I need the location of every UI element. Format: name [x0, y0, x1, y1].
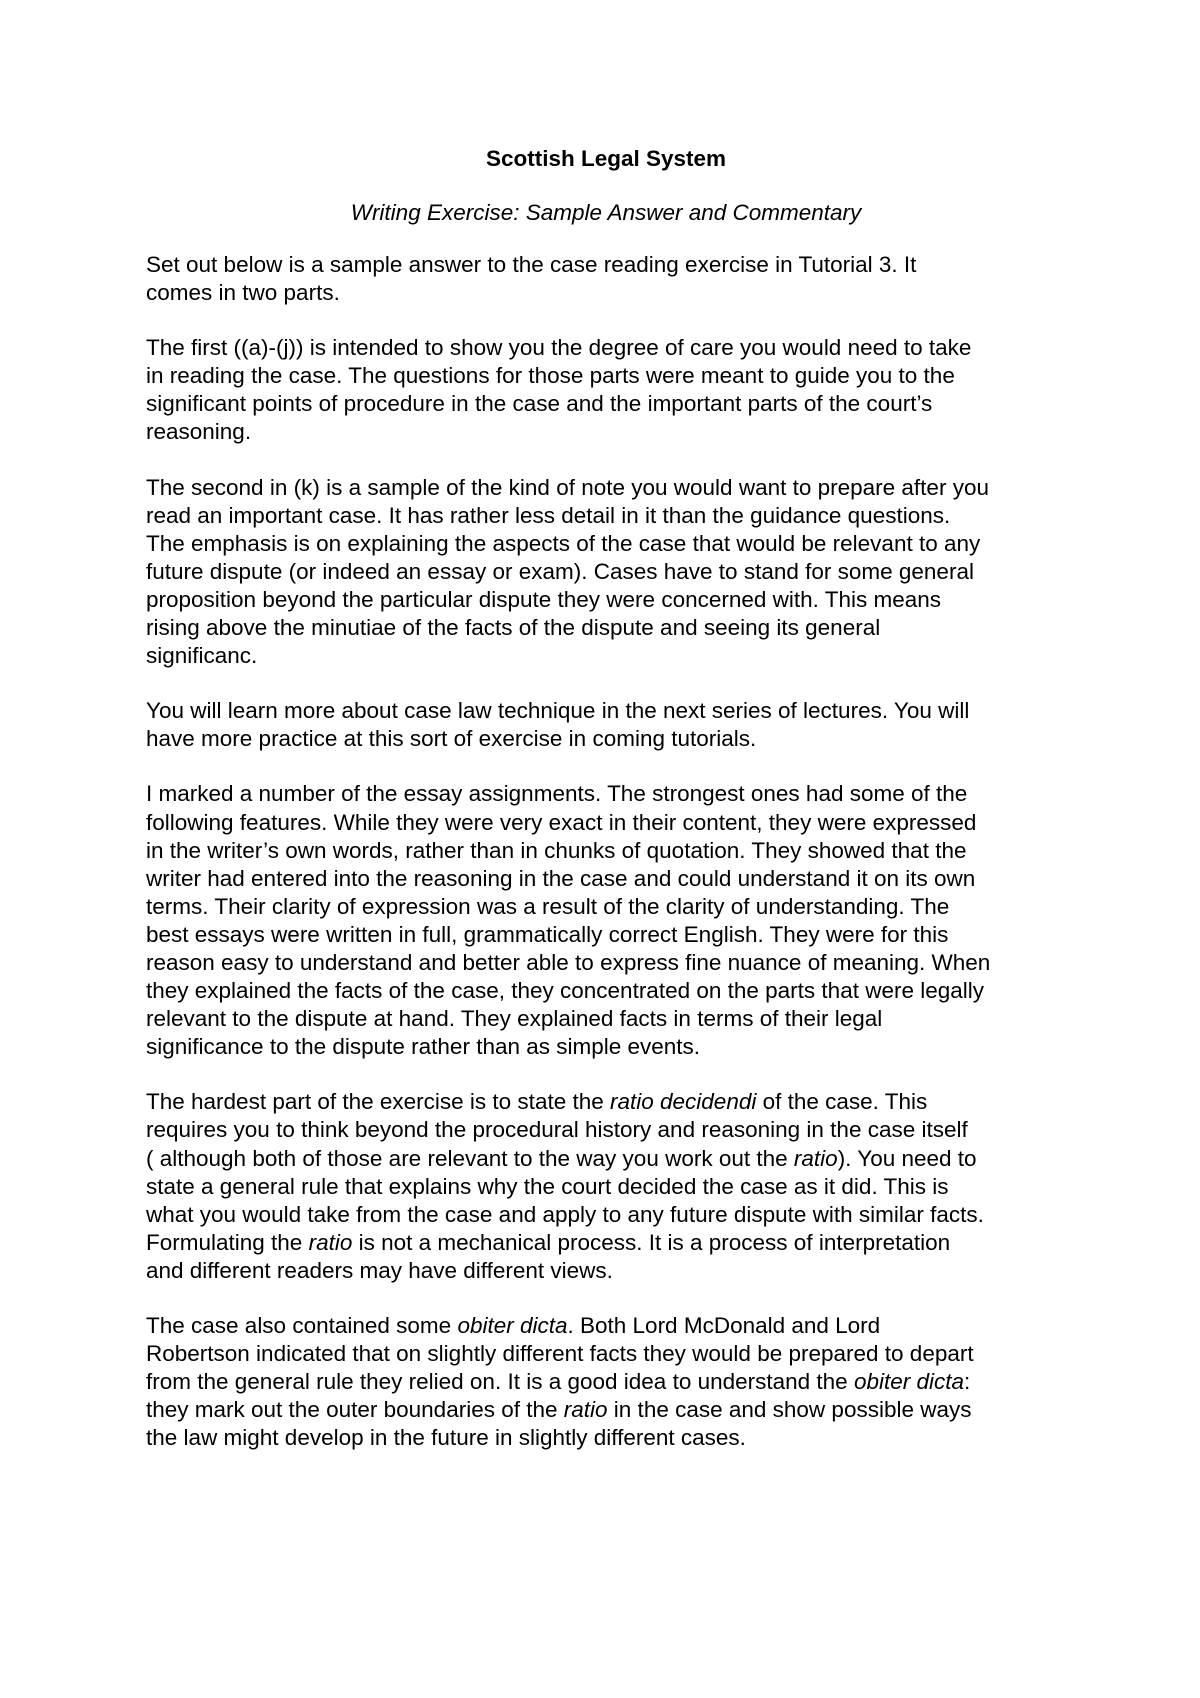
text-run: of the case. This: [756, 1089, 928, 1115]
text-line: state a general rule that explains why the court decided the case as it did. This is: [146, 1173, 949, 1199]
document-title: Scottish Legal System: [485, 146, 727, 171]
text-run: they mark out the outer boundaries of the: [146, 1397, 564, 1423]
text-line: significance to the dispute rather than as simple events.: [146, 1034, 701, 1060]
text-run: . Both Lord McDonald and Lord: [567, 1313, 881, 1338]
paragraph: [146, 1088, 1066, 1285]
paragraph: [146, 780, 1066, 1061]
text-run: Formulating the: [146, 1229, 309, 1255]
text-line: in reading the case. The questions for those parts were meant to guide you to the: [146, 363, 955, 389]
text-line: [146, 1088, 1066, 1116]
latin-term: ratio: [793, 1145, 838, 1171]
paragraph: [146, 251, 1066, 307]
text-line: rising above the minutiae of the facts of the dispute and seeing its general: [146, 615, 881, 641]
text-line: terms. Their clarity of expression was a result of the clarity of understanding. The: [146, 893, 950, 919]
text-line: The second in (k) is a sample of the kind of note you would want to prepare after you: [146, 474, 989, 500]
text-line: The first ((a)-(j)) is intended to show you the degree of care you would need to take: [146, 335, 972, 361]
text-line: significant points of procedure in the case and the important parts of the court’s: [146, 391, 933, 417]
text-line: [146, 1368, 1066, 1396]
paragraph: [146, 334, 1066, 446]
text-run: is not a mechanical process. It is a process of interpretation: [352, 1229, 951, 1255]
text-line: writer had entered into the reasoning in the case and could understand it on its own: [146, 865, 976, 891]
paragraph: [146, 697, 1066, 753]
text-line: what you would take from the case and apply to any future dispute with similar facts.: [146, 1201, 984, 1227]
text-line: significanc.: [146, 643, 258, 669]
text-line: read an important case. It has rather less detail in it than the guidance questions.: [146, 502, 951, 528]
text-line: in the writer’s own words, rather than in chunks of quotation. They showed that the: [146, 837, 967, 863]
text-line: best essays were written in full, grammatically correct English. They were for this: [146, 921, 949, 947]
paragraph-list: [146, 251, 1066, 1452]
latin-term: obiter dicta: [457, 1313, 568, 1338]
text-run: The hardest part of the exercise is to state the: [146, 1089, 610, 1115]
text-line: The emphasis is on explaining the aspects of the case that would be relevant to any: [146, 530, 981, 556]
text-run: from the general rule they relied on. It is a good idea to understand the: [146, 1369, 854, 1395]
latin-term: ratio: [563, 1397, 608, 1423]
text-line: comes in two parts.: [146, 280, 340, 306]
text-line: and different readers may have different views.: [146, 1257, 613, 1283]
text-line: You will learn more about case law technique in the next series of lectures. You will: [146, 698, 970, 724]
text-line: reason easy to understand and better able to express fine nuance of meaning. When: [146, 949, 991, 975]
document-body: [146, 142, 1066, 1479]
text-line: following features. While they were very exact in their content, they were expressed: [146, 809, 977, 835]
text-line: reasoning.: [146, 419, 252, 445]
document-subtitle: Writing Exercise: Sample Answer and Commentary: [350, 200, 862, 225]
text-line: the law might develop in the future in slightly different cases.: [146, 1425, 746, 1451]
paragraph: [146, 474, 1066, 671]
text-run: ( although both of those are relevant to the way you work out the: [146, 1145, 794, 1171]
text-line: requires you to think beyond the procedural history and reasoning in the case itself: [146, 1117, 968, 1143]
text-line: [146, 1312, 1066, 1340]
text-run: in the case and show possible ways: [607, 1397, 972, 1423]
text-line: [146, 1229, 1066, 1257]
text-line: [146, 1145, 1066, 1173]
text-line: I marked a number of the essay assignments. The strongest ones had some of the: [146, 781, 968, 807]
text-line: have more practice at this sort of exercise in coming tutorials.: [146, 726, 757, 752]
text-line: [146, 1396, 1066, 1424]
text-line: Set out below is a sample answer to the case reading exercise in Tutorial 3. It: [146, 252, 917, 277]
text-line: future dispute (or indeed an essay or exam). Cases have to stand for some general: [146, 558, 974, 584]
text-line: they explained the facts of the case, they concentrated on the parts that were legally: [146, 978, 985, 1004]
paragraph: [146, 1312, 1066, 1452]
latin-term: obiter dicta: [853, 1369, 965, 1395]
text-line: relevant to the dispute at hand. They explained facts in terms of their legal: [146, 1006, 883, 1032]
text-run: :: [964, 1369, 971, 1395]
latin-term: ratio: [308, 1229, 353, 1255]
text-run: ). You need to: [837, 1145, 977, 1171]
text-line: proposition beyond the particular dispute they were concerned with. This means: [146, 586, 942, 612]
latin-term: ratio decidendi: [610, 1089, 757, 1115]
text-run: The case also contained some: [146, 1313, 458, 1338]
text-line: Robertson indicated that on slightly different facts they would be prepared to depart: [146, 1341, 974, 1367]
